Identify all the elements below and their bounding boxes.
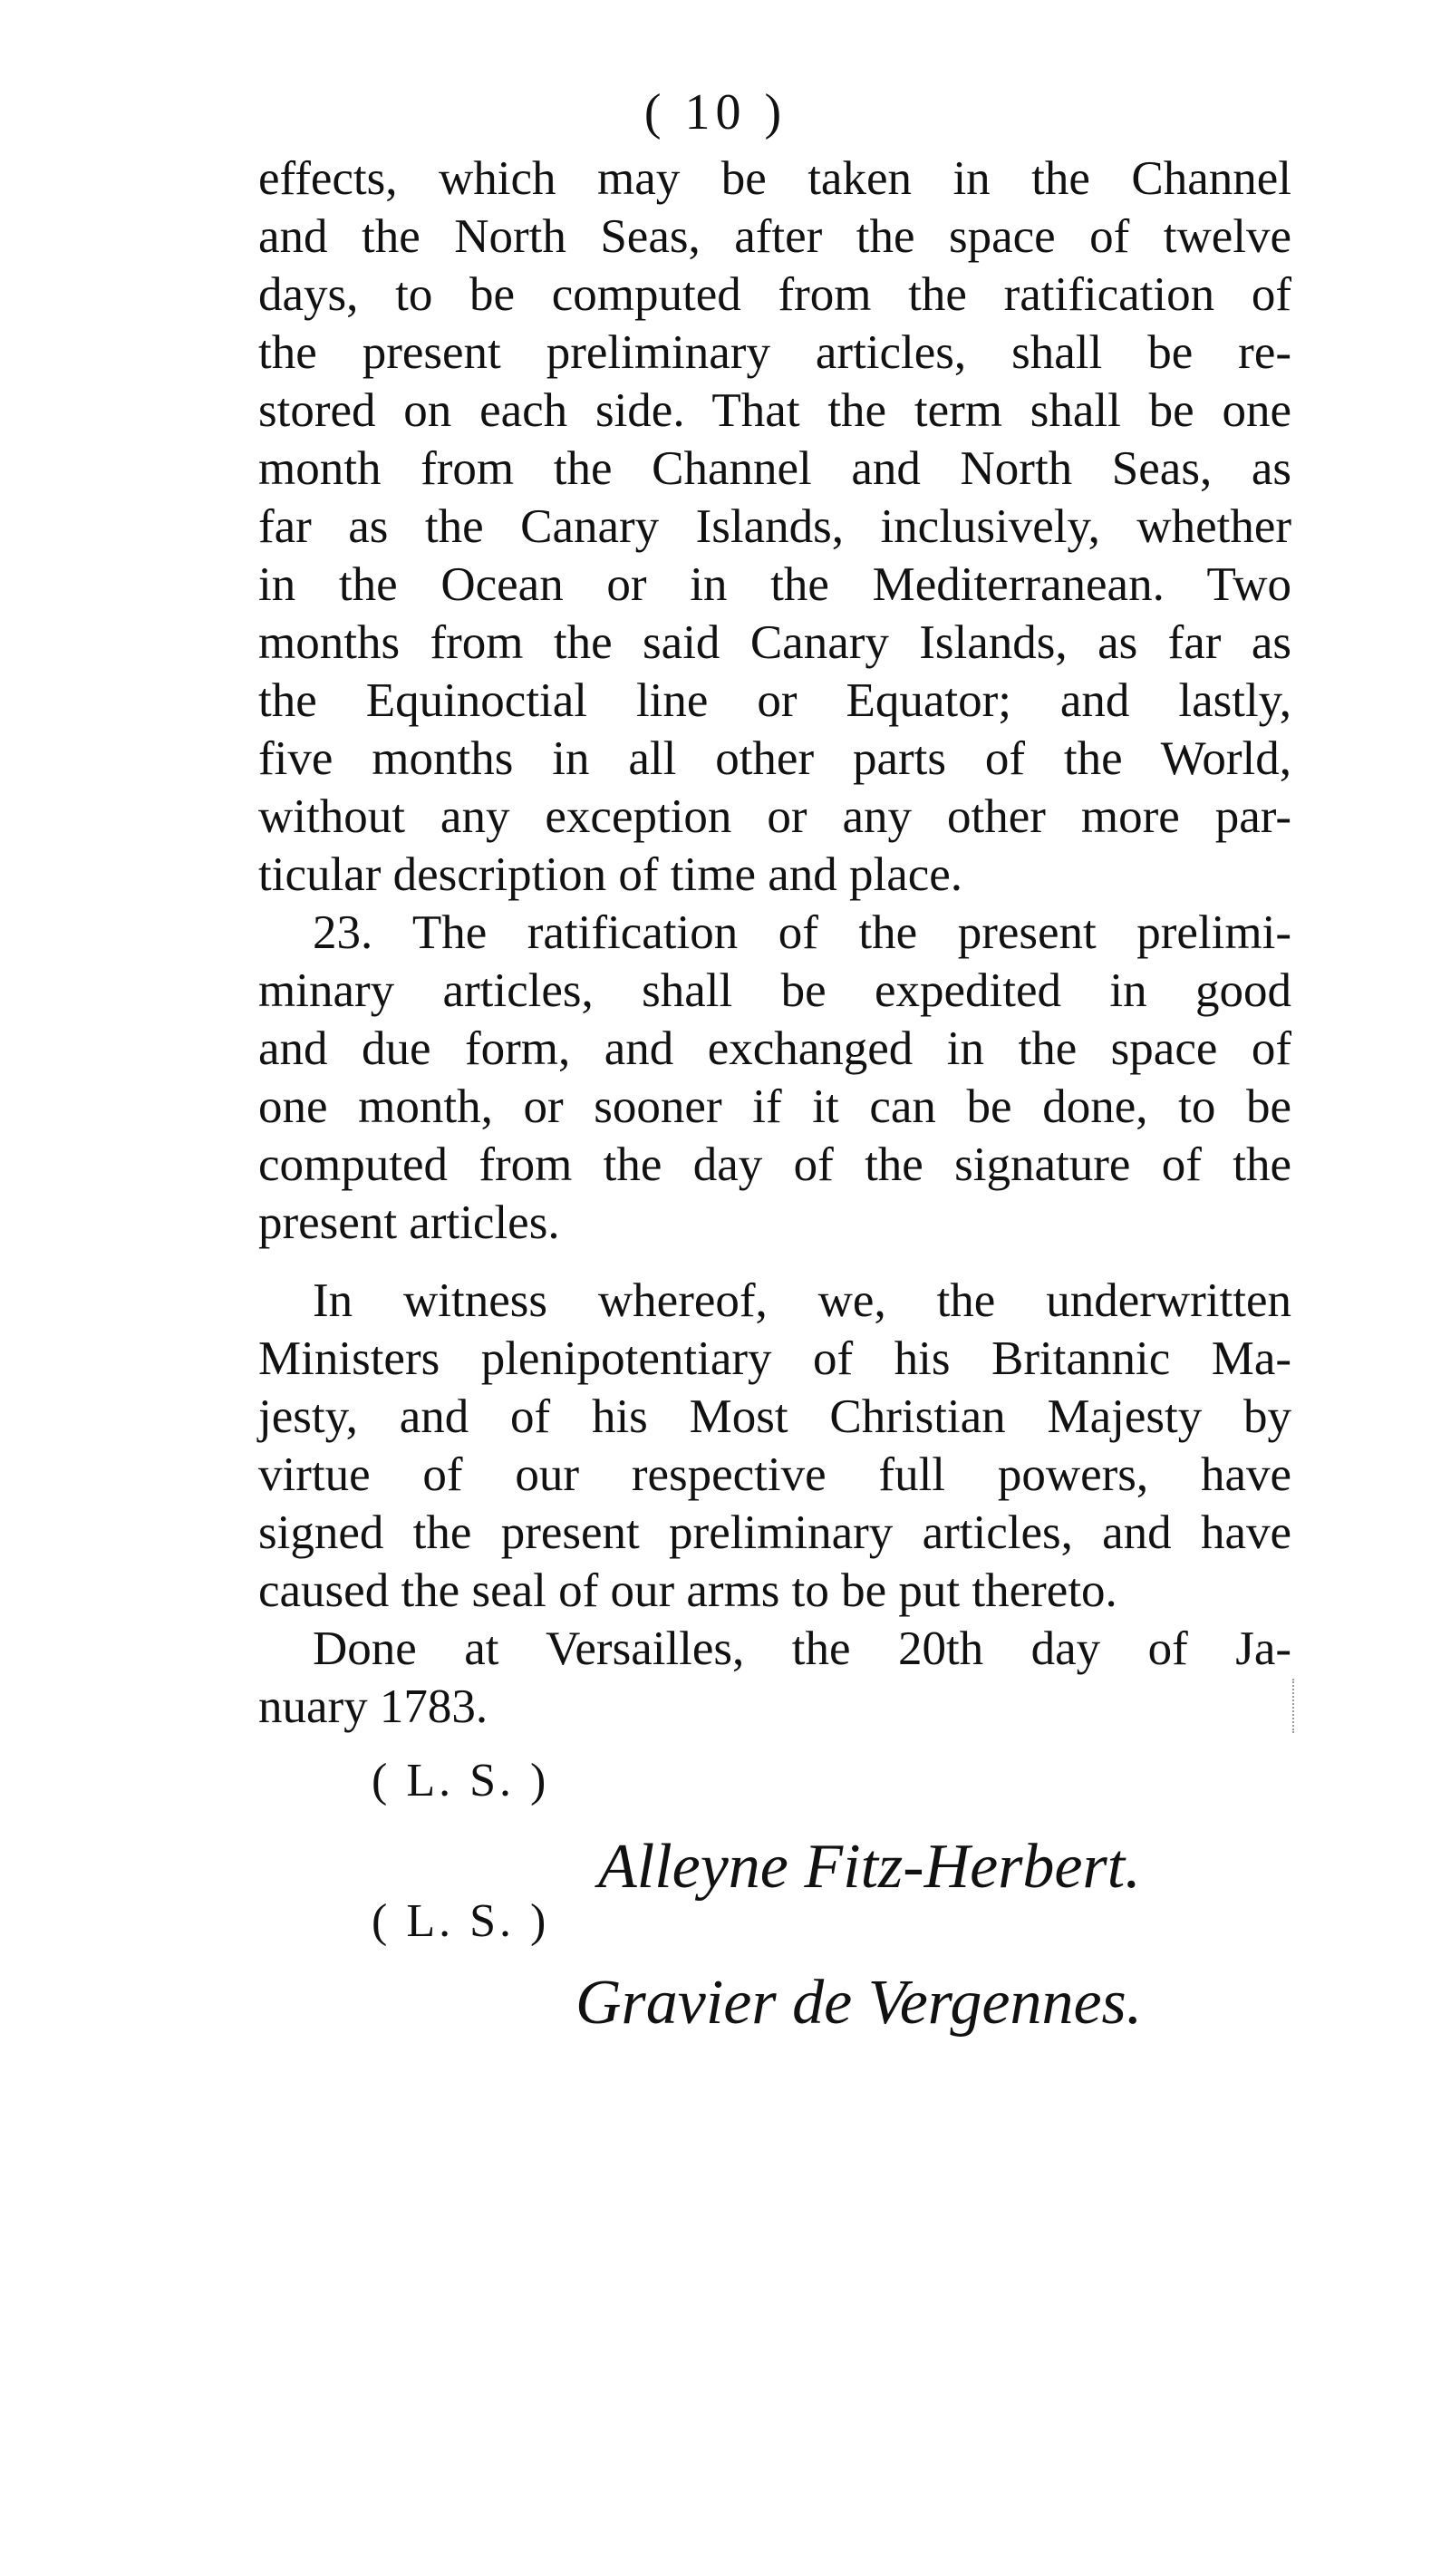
text-line: caused the seal of our arms to be put thereto. [258, 1564, 1117, 1617]
margin-mark [1292, 1679, 1297, 1733]
text-line: jesty, and of his Most Christian Majesty by [258, 1390, 1291, 1443]
text-line: In witness whereof, we, the underwritten [313, 1274, 1291, 1327]
text-line: Ministers plenipotentiary of his Britannic Ma- [258, 1332, 1291, 1385]
text-line: present articles. [258, 1196, 560, 1249]
text-line: ticular description of time and place. [258, 848, 963, 901]
text-line: the present preliminary articles, shall be re- [258, 326, 1291, 379]
page-number: ( 10 ) [643, 84, 788, 140]
text-line: virtue of our respective full powers, have [258, 1448, 1291, 1501]
text-line: minary articles, shall be expedited in good [258, 964, 1291, 1017]
paragraph-gap [258, 1252, 1291, 1272]
seal-mark: ( L. S. ) [372, 1895, 550, 1947]
text-line: and due form, and exchanged in the space of [258, 1022, 1291, 1075]
text-line: signed the present preliminary articles, and have [258, 1506, 1291, 1559]
text-line: stored on each side. That the term shall be one [258, 384, 1291, 437]
text-line: far as the Canary Islands, inclusively, whether [258, 500, 1291, 553]
text-line: Done at Versailles, the 20th day of Ja- [313, 1622, 1291, 1675]
signature-vergennes: Gravier de Vergennes. [575, 1968, 1143, 2038]
text-line: without any exception or any other more par- [258, 790, 1291, 843]
text-line: months from the said Canary Islands, as far as [258, 616, 1291, 669]
text-line: computed from the day of the signature of the [258, 1138, 1291, 1191]
paragraph-witness [258, 1272, 1291, 1620]
text-line: five months in all other parts of the World, [258, 732, 1291, 785]
signature-fitz-herbert: Alleyne Fitz-Herbert. [598, 1832, 1141, 1902]
text-line: 23. The ratification of the present prelimi- [313, 906, 1291, 959]
text-line: one month, or sooner if it can be done, to be [258, 1080, 1291, 1133]
text-line: effects, which may be taken in the Channel [258, 152, 1291, 205]
text-line: in the Ocean or in the Mediterranean. Two [258, 558, 1291, 611]
paragraph-dateline [258, 1620, 1291, 1736]
text-line: days, to be computed from the ratification of [258, 268, 1291, 321]
seal-mark: ( L. S. ) [372, 1755, 550, 1806]
body-text [258, 150, 1291, 1736]
text-line: and the North Seas, after the space of twelve [258, 210, 1291, 263]
text-line: month from the Channel and North Seas, as [258, 442, 1291, 495]
text-line: nuary 1783. [258, 1680, 488, 1733]
paragraph-article-22-continued [258, 150, 1291, 904]
text-line: the Equinoctial line or Equator; and lastly, [258, 674, 1291, 727]
paragraph-article-23 [258, 904, 1291, 1252]
